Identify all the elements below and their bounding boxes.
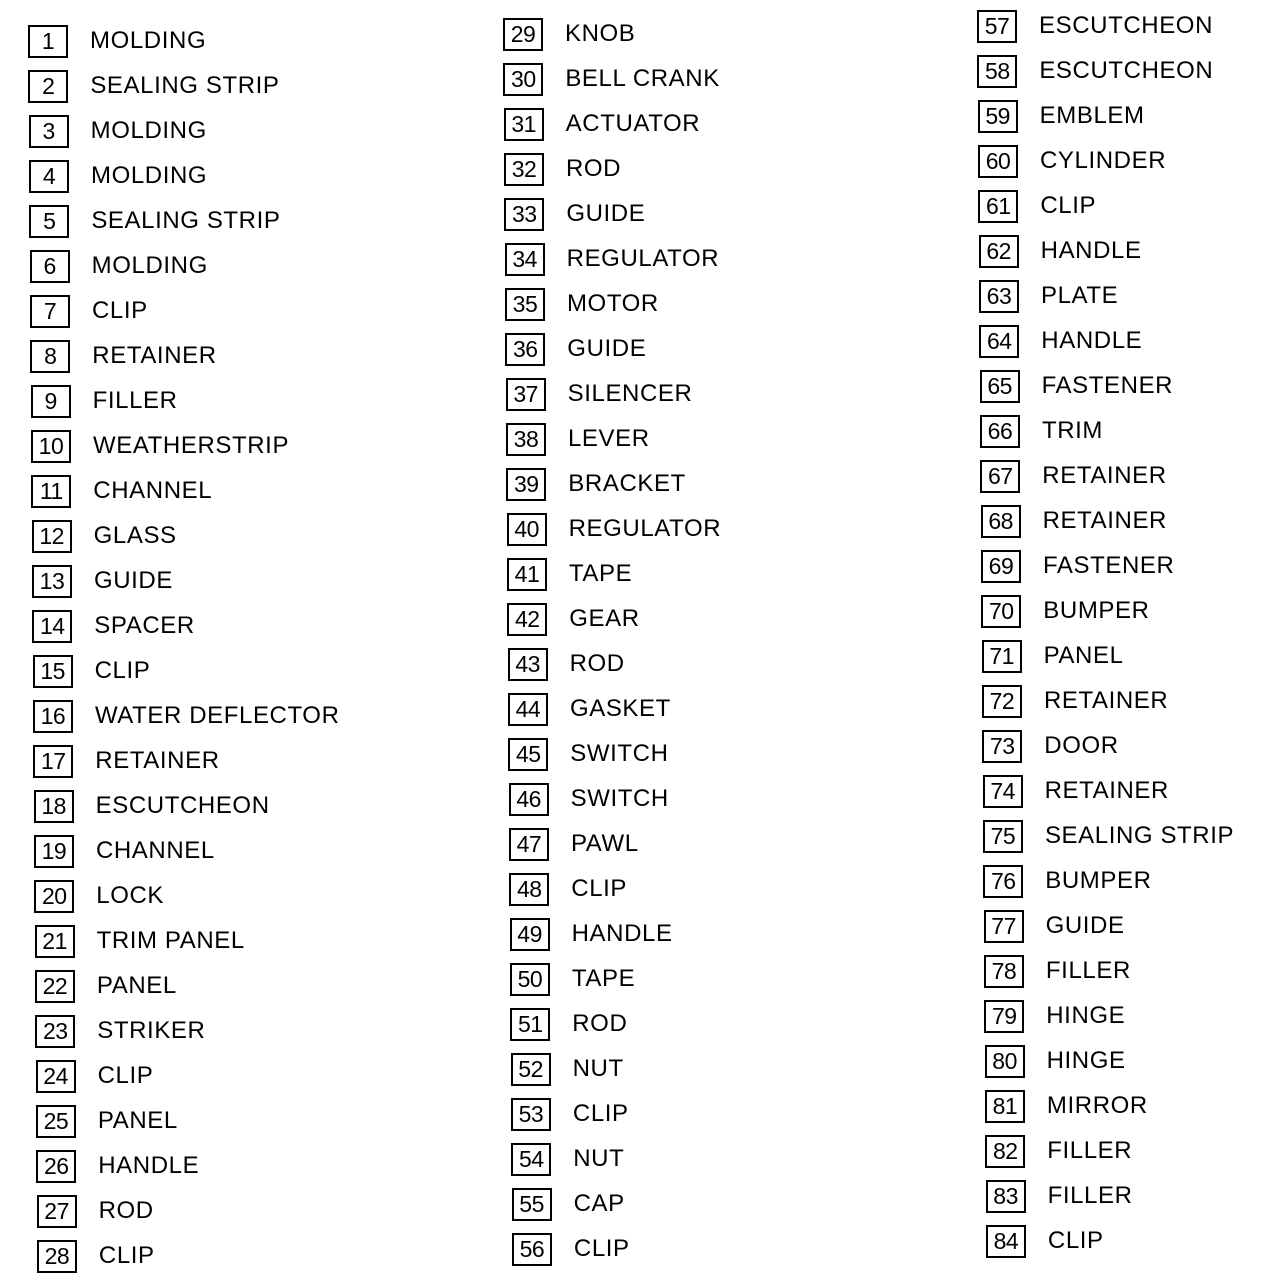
item-number-box: 47	[509, 828, 549, 861]
item-label: LOCK	[96, 882, 165, 909]
item-label: SWITCH	[570, 785, 669, 812]
item-number-box: 13	[32, 565, 72, 598]
legend-item	[36, 1056, 154, 1096]
item-label: NUT	[572, 1055, 624, 1082]
item-label: WEATHERSTRIP	[92, 432, 290, 459]
item-label: PANEL	[97, 1107, 178, 1134]
item-label: GUIDE	[1045, 912, 1125, 939]
item-number-box: 6	[30, 250, 70, 283]
item-number-box: 61	[978, 190, 1018, 223]
item-number-box: 59	[978, 100, 1018, 133]
item-label: HANDLE	[1040, 237, 1142, 264]
item-number-box: 10	[31, 430, 71, 463]
legend-item	[509, 824, 639, 864]
legend-item	[504, 104, 701, 144]
legend-item	[511, 1139, 624, 1179]
item-label: REGULATOR	[566, 245, 720, 272]
item-number-box: 14	[32, 610, 72, 643]
item-label: SEALING STRIP	[1044, 822, 1235, 849]
item-number-box: 82	[985, 1135, 1025, 1168]
item-number-box: 29	[503, 18, 543, 51]
item-number-box: 78	[984, 955, 1024, 988]
legend-item	[30, 291, 148, 331]
legend-item	[508, 689, 671, 729]
item-number-box: 68	[981, 505, 1021, 538]
item-label: MOLDING	[91, 252, 208, 279]
item-label: NUT	[573, 1145, 625, 1172]
legend-item	[33, 696, 340, 736]
item-number-box: 51	[510, 1008, 550, 1041]
legend-item	[978, 186, 1096, 226]
legend-item	[508, 644, 625, 684]
legend-item	[32, 516, 177, 556]
legend-item	[506, 464, 686, 504]
legend-item	[978, 141, 1166, 181]
item-number-box: 1	[28, 25, 68, 58]
item-number-box: 84	[986, 1225, 1026, 1258]
legend-item	[506, 374, 693, 414]
legend-item	[504, 149, 621, 189]
item-label: FASTENER	[1041, 372, 1174, 399]
legend-item	[30, 246, 208, 286]
item-number-box: 28	[37, 1240, 77, 1273]
legend-item	[983, 771, 1169, 811]
item-number-box: 77	[984, 910, 1024, 943]
item-number-box: 34	[505, 243, 545, 276]
item-label: MIRROR	[1046, 1092, 1148, 1119]
item-number-box: 81	[985, 1090, 1025, 1123]
legend-item	[985, 1086, 1148, 1126]
legend-item	[510, 1004, 627, 1044]
item-number-box: 36	[505, 333, 545, 366]
item-number-box: 79	[984, 1000, 1024, 1033]
item-label: CLIP	[98, 1242, 155, 1269]
item-number-box: 2	[28, 70, 68, 103]
item-label: MOLDING	[90, 27, 207, 54]
item-label: RETAINER	[1043, 687, 1169, 714]
item-number-box: 64	[979, 325, 1019, 358]
legend-item	[506, 419, 650, 459]
item-label: ROD	[572, 1010, 628, 1037]
item-number-box: 40	[507, 513, 547, 546]
legend-item	[35, 966, 177, 1006]
item-number-box: 76	[983, 865, 1023, 898]
item-label: CLIP	[1047, 1227, 1104, 1254]
item-number-box: 45	[508, 738, 548, 771]
item-label: DOOR	[1044, 732, 1119, 759]
item-number-box: 80	[985, 1045, 1025, 1078]
item-number-box: 54	[511, 1143, 551, 1176]
legend-item	[29, 156, 207, 196]
item-number-box: 12	[32, 520, 72, 553]
item-number-box: 53	[511, 1098, 551, 1131]
item-label: HANDLE	[571, 920, 673, 947]
item-label: CLIP	[97, 1062, 154, 1089]
item-label: GUIDE	[566, 200, 646, 227]
item-label: SPACER	[94, 612, 195, 639]
legend-item	[511, 1049, 624, 1089]
item-number-box: 58	[977, 55, 1017, 88]
item-label: SWITCH	[570, 740, 669, 767]
legend-item	[979, 231, 1142, 271]
item-number-box: 4	[29, 160, 69, 193]
legend-item	[510, 914, 673, 954]
legend-item	[36, 1101, 178, 1141]
item-number-box: 25	[36, 1105, 76, 1138]
item-number-box: 56	[512, 1233, 552, 1266]
item-number-box: 8	[30, 340, 70, 373]
legend-item	[32, 561, 173, 601]
legend-item	[980, 366, 1174, 406]
legend-item	[37, 1236, 155, 1276]
item-number-box: 35	[505, 288, 545, 321]
item-label: STRIKER	[97, 1017, 206, 1044]
item-label: PANEL	[1043, 642, 1124, 669]
legend-item	[511, 1094, 629, 1134]
item-label: CLIP	[1040, 192, 1097, 219]
legend-item	[34, 831, 215, 871]
item-label: RETAINER	[1042, 462, 1167, 489]
item-number-box: 37	[506, 378, 546, 411]
item-number-box: 49	[510, 918, 550, 951]
item-number-box: 9	[31, 385, 71, 418]
item-number-box: 22	[35, 970, 75, 1003]
item-label: SEALING STRIP	[91, 207, 281, 234]
item-number-box: 39	[506, 468, 546, 501]
item-number-box: 52	[511, 1053, 551, 1086]
legend-item	[507, 599, 639, 639]
item-label: GASKET	[569, 695, 671, 722]
legend-item	[980, 456, 1166, 496]
legend-item	[977, 6, 1213, 46]
item-number-box: 41	[507, 558, 547, 591]
item-number-box: 70	[981, 595, 1021, 628]
legend-item	[28, 21, 206, 61]
item-number-box: 62	[979, 235, 1019, 268]
legend-item	[505, 239, 720, 279]
item-number-box: 75	[983, 820, 1023, 853]
item-number-box: 26	[36, 1150, 76, 1183]
item-label: FILLER	[1045, 957, 1131, 984]
item-label: SILENCER	[567, 380, 693, 407]
item-number-box: 71	[982, 640, 1022, 673]
item-label: LEVER	[567, 425, 650, 452]
item-label: ESCUTCHEON	[1039, 12, 1214, 39]
item-label: GLASS	[93, 522, 177, 549]
legend-item	[984, 906, 1125, 946]
item-label: RETAINER	[95, 747, 220, 774]
item-number-box: 3	[29, 115, 69, 148]
item-label: GUIDE	[93, 567, 173, 594]
legend-item	[31, 381, 178, 421]
item-label: KNOB	[565, 20, 636, 47]
legend-item	[34, 786, 270, 826]
legend-item	[33, 651, 151, 691]
item-label: FILLER	[92, 387, 178, 414]
item-number-box: 57	[977, 10, 1017, 43]
legend-item	[507, 509, 722, 549]
item-label: BUMPER	[1043, 597, 1150, 624]
item-number-box: 27	[37, 1195, 77, 1228]
legend-item	[36, 1146, 199, 1186]
item-label: WATER DEFLECTOR	[94, 702, 340, 729]
item-number-box: 16	[33, 700, 73, 733]
item-number-box: 24	[36, 1060, 76, 1093]
legend-item	[33, 741, 219, 781]
legend-item	[512, 1184, 625, 1224]
item-label: ROD	[569, 650, 625, 677]
item-label: TRIM	[1041, 417, 1104, 444]
item-number-box: 69	[981, 550, 1021, 583]
item-label: GEAR	[569, 605, 640, 632]
item-number-box: 19	[34, 835, 74, 868]
item-label: HINGE	[1046, 1047, 1126, 1074]
item-label: TRIM PANEL	[96, 927, 245, 954]
item-number-box: 67	[980, 460, 1020, 493]
legend-item	[508, 734, 668, 774]
item-number-box: 63	[979, 280, 1019, 313]
legend-item	[986, 1221, 1104, 1261]
legend-item	[980, 411, 1103, 451]
legend-item	[984, 951, 1131, 991]
item-label: BUMPER	[1045, 867, 1152, 894]
item-number-box: 11	[31, 475, 71, 508]
item-label: ROD	[565, 155, 622, 182]
item-label: CLIP	[94, 657, 151, 684]
legend-item	[31, 426, 289, 466]
item-number-box: 23	[35, 1015, 75, 1048]
item-number-box: 50	[510, 963, 550, 996]
legend-item	[512, 1229, 630, 1269]
legend-item	[34, 876, 164, 916]
item-label: ESCUTCHEON	[1039, 57, 1214, 84]
legend-item	[29, 111, 207, 151]
item-label: FILLER	[1047, 1137, 1133, 1164]
legend-item	[979, 276, 1118, 316]
item-number-box: 17	[33, 745, 73, 778]
legend-item	[505, 329, 646, 369]
item-label: CAP	[573, 1190, 625, 1217]
legend-item	[28, 66, 279, 106]
item-number-box: 33	[504, 198, 544, 231]
item-label: HANDLE	[98, 1152, 200, 1179]
item-number-box: 21	[35, 925, 75, 958]
legend-item	[504, 194, 645, 234]
item-label: HINGE	[1046, 1002, 1126, 1029]
item-label: PANEL	[96, 972, 177, 999]
legend-item	[32, 606, 195, 646]
item-number-box: 15	[33, 655, 73, 688]
legend-item	[29, 201, 280, 241]
legend-item	[985, 1131, 1132, 1171]
item-label: GUIDE	[567, 335, 647, 362]
legend-item	[503, 59, 720, 99]
item-label: TAPE	[568, 560, 633, 587]
item-number-box: 74	[983, 775, 1023, 808]
legend-item	[510, 959, 635, 999]
item-label: RETAINER	[1044, 777, 1169, 804]
item-number-box: 48	[509, 873, 549, 906]
item-number-box: 46	[509, 783, 549, 816]
item-label: MOTOR	[566, 290, 659, 317]
item-number-box: 60	[978, 145, 1018, 178]
item-label: MOLDING	[90, 162, 208, 189]
item-label: FILLER	[1047, 1182, 1133, 1209]
legend-item	[503, 14, 635, 54]
item-number-box: 83	[986, 1180, 1026, 1213]
item-label: SEALING STRIP	[90, 72, 280, 99]
legend-item	[982, 636, 1124, 676]
legend-item	[37, 1191, 154, 1231]
item-label: BRACKET	[568, 470, 686, 497]
item-number-box: 30	[503, 63, 543, 96]
legend-item	[984, 996, 1125, 1036]
item-label: CLIP	[572, 1100, 629, 1127]
item-label: CHANNEL	[95, 837, 215, 864]
item-number-box: 55	[512, 1188, 552, 1221]
legend-item	[979, 321, 1142, 361]
item-number-box: 44	[508, 693, 548, 726]
legend-item	[977, 51, 1213, 91]
legend-item	[982, 726, 1118, 766]
item-number-box: 20	[34, 880, 74, 913]
item-number-box: 5	[29, 205, 69, 238]
item-number-box: 18	[34, 790, 74, 823]
item-label: CHANNEL	[93, 477, 213, 504]
item-label: EMBLEM	[1039, 102, 1145, 129]
legend-item	[35, 1011, 205, 1051]
item-label: REGULATOR	[568, 515, 722, 542]
legend-item	[507, 554, 632, 594]
item-label: CLIP	[91, 297, 148, 324]
legend-item	[981, 591, 1149, 631]
legend-item	[30, 336, 216, 376]
item-label: PAWL	[570, 830, 639, 857]
item-number-box: 7	[30, 295, 70, 328]
item-number-box: 42	[507, 603, 547, 636]
legend-item	[35, 921, 245, 961]
item-label: ACTUATOR	[565, 110, 701, 137]
legend-item	[505, 284, 659, 324]
legend-item	[983, 816, 1234, 856]
legend-item	[985, 1041, 1126, 1081]
legend-item	[981, 546, 1175, 586]
item-label: MOLDING	[90, 117, 207, 144]
item-label: BELL CRANK	[565, 65, 720, 92]
item-label: ESCUTCHEON	[95, 792, 270, 819]
item-number-box: 65	[980, 370, 1020, 403]
item-label: CLIP	[571, 875, 628, 902]
item-number-box: 66	[980, 415, 1020, 448]
item-label: HANDLE	[1041, 327, 1143, 354]
item-label: RETAINER	[92, 342, 217, 369]
item-number-box: 32	[504, 153, 544, 186]
item-number-box: 43	[508, 648, 548, 681]
item-number-box: 72	[982, 685, 1022, 718]
legend-item	[986, 1176, 1133, 1216]
legend-item	[978, 96, 1145, 136]
item-label: CLIP	[573, 1235, 630, 1262]
legend-item	[982, 681, 1168, 721]
item-label: TAPE	[571, 965, 636, 992]
item-number-box: 73	[982, 730, 1022, 763]
legend-item	[509, 869, 627, 909]
item-label: CYLINDER	[1039, 147, 1167, 174]
legend-item	[31, 471, 212, 511]
item-label: ROD	[98, 1197, 154, 1224]
item-label: RETAINER	[1042, 507, 1167, 534]
item-label: PLATE	[1040, 282, 1119, 309]
item-number-box: 38	[506, 423, 546, 456]
legend-item	[981, 501, 1167, 541]
legend-item	[509, 779, 669, 819]
legend-item	[983, 861, 1151, 901]
item-number-box: 31	[504, 108, 544, 141]
item-label: FASTENER	[1042, 552, 1175, 579]
